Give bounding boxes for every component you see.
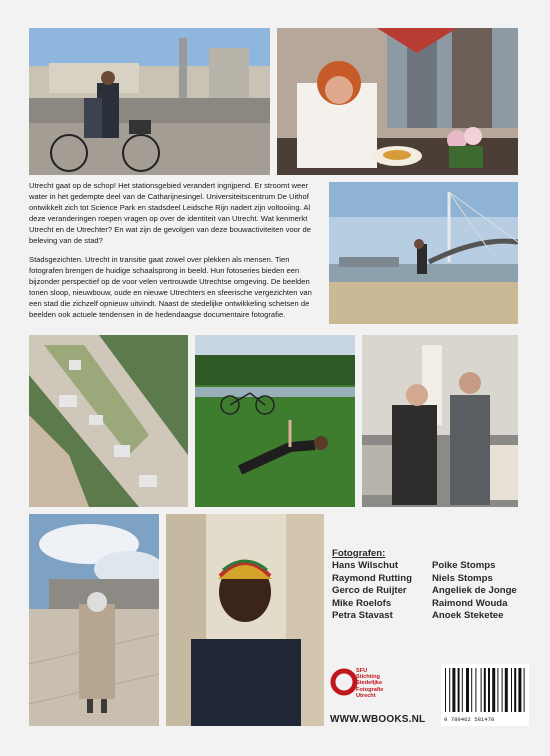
paragraph-2: Stadsgezichten. Utrecht in transitie gaat zowel over plekken als mensen. Tien fotografen brengen de huidige schaalsprong in beeld. Hun fotoseries bieden een bijzonder perspectief op de voor velen vertrouwde Utrechtse omgeving. De beelden tonen sloop, nieuwbouw, oude en nieuwe Utrechters en sfeerische vergezichten van een stad die zichzelf opnieuw uitvindt. Naast de stedelijke ontwikkeling schetsen de beelden ook actuele tendensen in de hedendaagse documentaire fotografie. xyxy=(29,255,312,319)
barcode-bar xyxy=(466,668,469,712)
barcode-bar xyxy=(511,668,512,712)
photo-bridge-jump xyxy=(329,182,518,324)
photo-man-beanie xyxy=(166,514,324,726)
barcode-bar xyxy=(502,668,503,712)
credits-heading: Fotografen: xyxy=(332,548,386,559)
photographer-name: Angeliek de Jonge xyxy=(432,585,517,597)
barcode-bar xyxy=(458,668,460,712)
barcode-bar xyxy=(484,668,486,712)
barcode-bar xyxy=(445,668,446,712)
barcode-bar xyxy=(518,668,521,712)
isbn-number: 9 789462 581470 xyxy=(444,716,495,723)
barcode-bar xyxy=(471,668,472,712)
barcode-bar xyxy=(452,668,455,712)
barcode-bar xyxy=(462,668,463,712)
logo-line: SFU xyxy=(356,668,368,674)
barcode-bar xyxy=(492,668,495,712)
intro-text xyxy=(29,180,323,328)
credits-left-column xyxy=(332,560,432,623)
photographer-name: Mike Roelofs xyxy=(332,597,392,609)
barcode-bar xyxy=(475,668,476,712)
paragraph-1: Utrecht gaat op de schop! Het stationsgebied verandert ingrijpend. Er stroomt weer water in het gedempte deel van de Catharijnesingel. Universiteitscentrum De Uithof ontwikkelt zich tot Science Park en stadsdeel Leidsche Rijn nadert zijn voltooiing. Al deze veranderingen roepen vragen op over de identiteit van Utrecht. Wat kenmerkt Utrecht en de Utrechter? En wat zijn de gevolgen van deze bouwactiviteiten voor de beleving van de stad? xyxy=(29,181,311,245)
photographer-name: Raymond Rutting xyxy=(332,572,412,584)
barcode-bar xyxy=(524,668,525,712)
logo-line: Stedelijke xyxy=(356,680,383,687)
barcode-bar xyxy=(449,668,450,712)
barcode-bar xyxy=(481,668,482,712)
photographer-name: Raimond Wouda xyxy=(432,597,508,609)
barcode-bar xyxy=(505,668,508,712)
barcode-bar xyxy=(497,668,498,712)
logo-line: Fotografie xyxy=(356,686,384,693)
photo-cyclists-street xyxy=(29,28,270,175)
photographer-name: Gerco de Ruijter xyxy=(332,585,407,597)
photographers-credits xyxy=(332,548,532,623)
photo-aerial-gardens xyxy=(29,335,188,507)
photographer-name: Petra Stavast xyxy=(332,610,393,622)
photographer-name: Niels Stomps xyxy=(432,572,493,584)
logo-line: Utrecht xyxy=(356,692,376,699)
photo-two-men xyxy=(362,335,518,507)
barcode-bar xyxy=(488,668,490,712)
photographer-name: Hans Wilschut xyxy=(332,560,399,571)
barcode-bar xyxy=(514,668,516,712)
sfu-logo-text xyxy=(356,668,383,699)
credits-right-column xyxy=(432,560,532,623)
photo-grass-lying xyxy=(195,335,355,507)
photographer-name: Anoek Steketee xyxy=(432,610,504,622)
photographer-name: Poike Stomps xyxy=(432,560,496,571)
barcode-icon xyxy=(441,664,529,716)
photo-woman-dining xyxy=(277,28,518,175)
logo-line: Stichting xyxy=(356,674,380,681)
website-url: WWW.WBOOKS.NL xyxy=(330,714,426,725)
photo-woman-street xyxy=(29,514,159,726)
